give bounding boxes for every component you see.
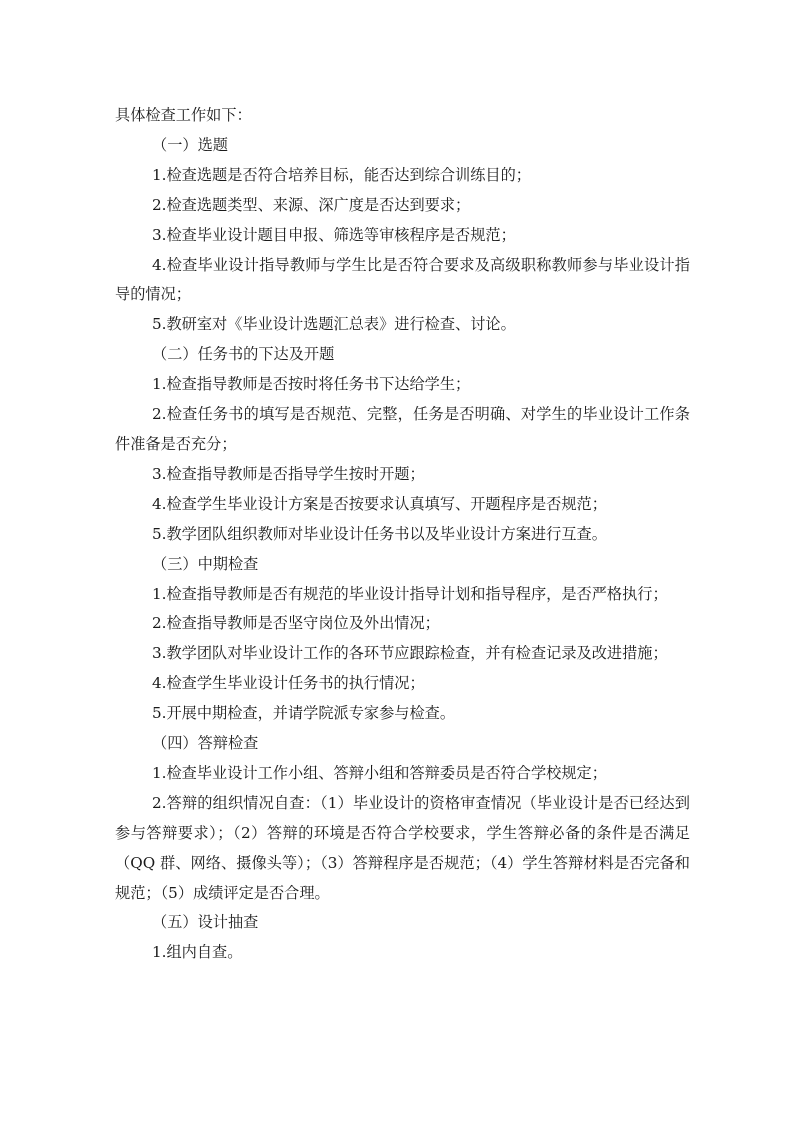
list-item: 2.检查指导教师是否坚守岗位及外出情况；: [152, 614, 440, 633]
section-heading: （三）中期检查: [152, 554, 259, 573]
list-item: 4.检查学生毕业设计任务书的执行情况；: [152, 674, 425, 693]
intro-text: 具体检查工作如下：: [115, 106, 252, 124]
list-item: 5.教研室对《毕业设计选题汇总表》进行检查、讨论。: [152, 315, 516, 334]
list-item: 1.检查指导教师是否按时将任务书下达给学生；: [152, 375, 471, 394]
section-heading: （五）设计抽查: [152, 913, 259, 932]
list-item: 1.检查选题是否符合培养目标，能否达到综合训练目的；: [152, 165, 531, 184]
list-item: 4.检查学生毕业设计方案是否按要求认真填写、开题程序是否规范；: [152, 494, 607, 513]
section-heading: （四）答辩检查: [152, 734, 259, 753]
list-item: 5.教学团队组织教师对毕业设计任务书以及毕业设计方案进行互查。: [152, 524, 607, 543]
list-item: 2.答辩的组织情况自查：（1）毕业设计的资格审查情况（毕业设计是否已经达到参与答辩要求）；（2）答辩的环境是否符合学校要求，学生答辩必备的条件是否满足（QQ 群、网络、摄像头等）；（3）答辩程序是否规范；（4）学生答辩材料是否完备和规范；（5）成绩评定是否合理。: [115, 793, 690, 902]
list-item: 1.检查指导教师是否有规范的毕业设计指导计划和指导程序，是否严格执行；: [152, 584, 668, 603]
list-item: 3.检查毕业设计题目申报、筛选等审核程序是否规范；: [152, 225, 516, 244]
list-item: 3.教学团队对毕业设计工作的各环节应跟踪检查，并有检查记录及改进措施；: [152, 644, 668, 663]
list-item: 1.检查毕业设计工作小组、答辩小组和答辩委员是否符合学校规定；: [152, 763, 607, 782]
list-item: 5.开展中期检查，并请学院派专家参与检查。: [152, 704, 456, 723]
section-heading: （一）选题: [152, 135, 228, 154]
list-item: 4.检查毕业设计指导教师与学生比是否符合要求及高级职称教师参与毕业设计指导的情况；: [115, 255, 690, 304]
list-item: 2.检查选题类型、来源、深广度是否达到要求；: [152, 195, 471, 214]
list-item: 3.检查指导教师是否指导学生按时开题；: [152, 464, 425, 483]
list-item: 2.检查任务书的填写是否规范、完整，任务是否明确、对学生的毕业设计工作条件准备是否充分；: [115, 405, 690, 453]
list-item: 1.组内自查。: [152, 943, 243, 962]
document-body: [115, 101, 690, 968]
section-heading: （二）任务书的下达及开题: [152, 345, 335, 364]
